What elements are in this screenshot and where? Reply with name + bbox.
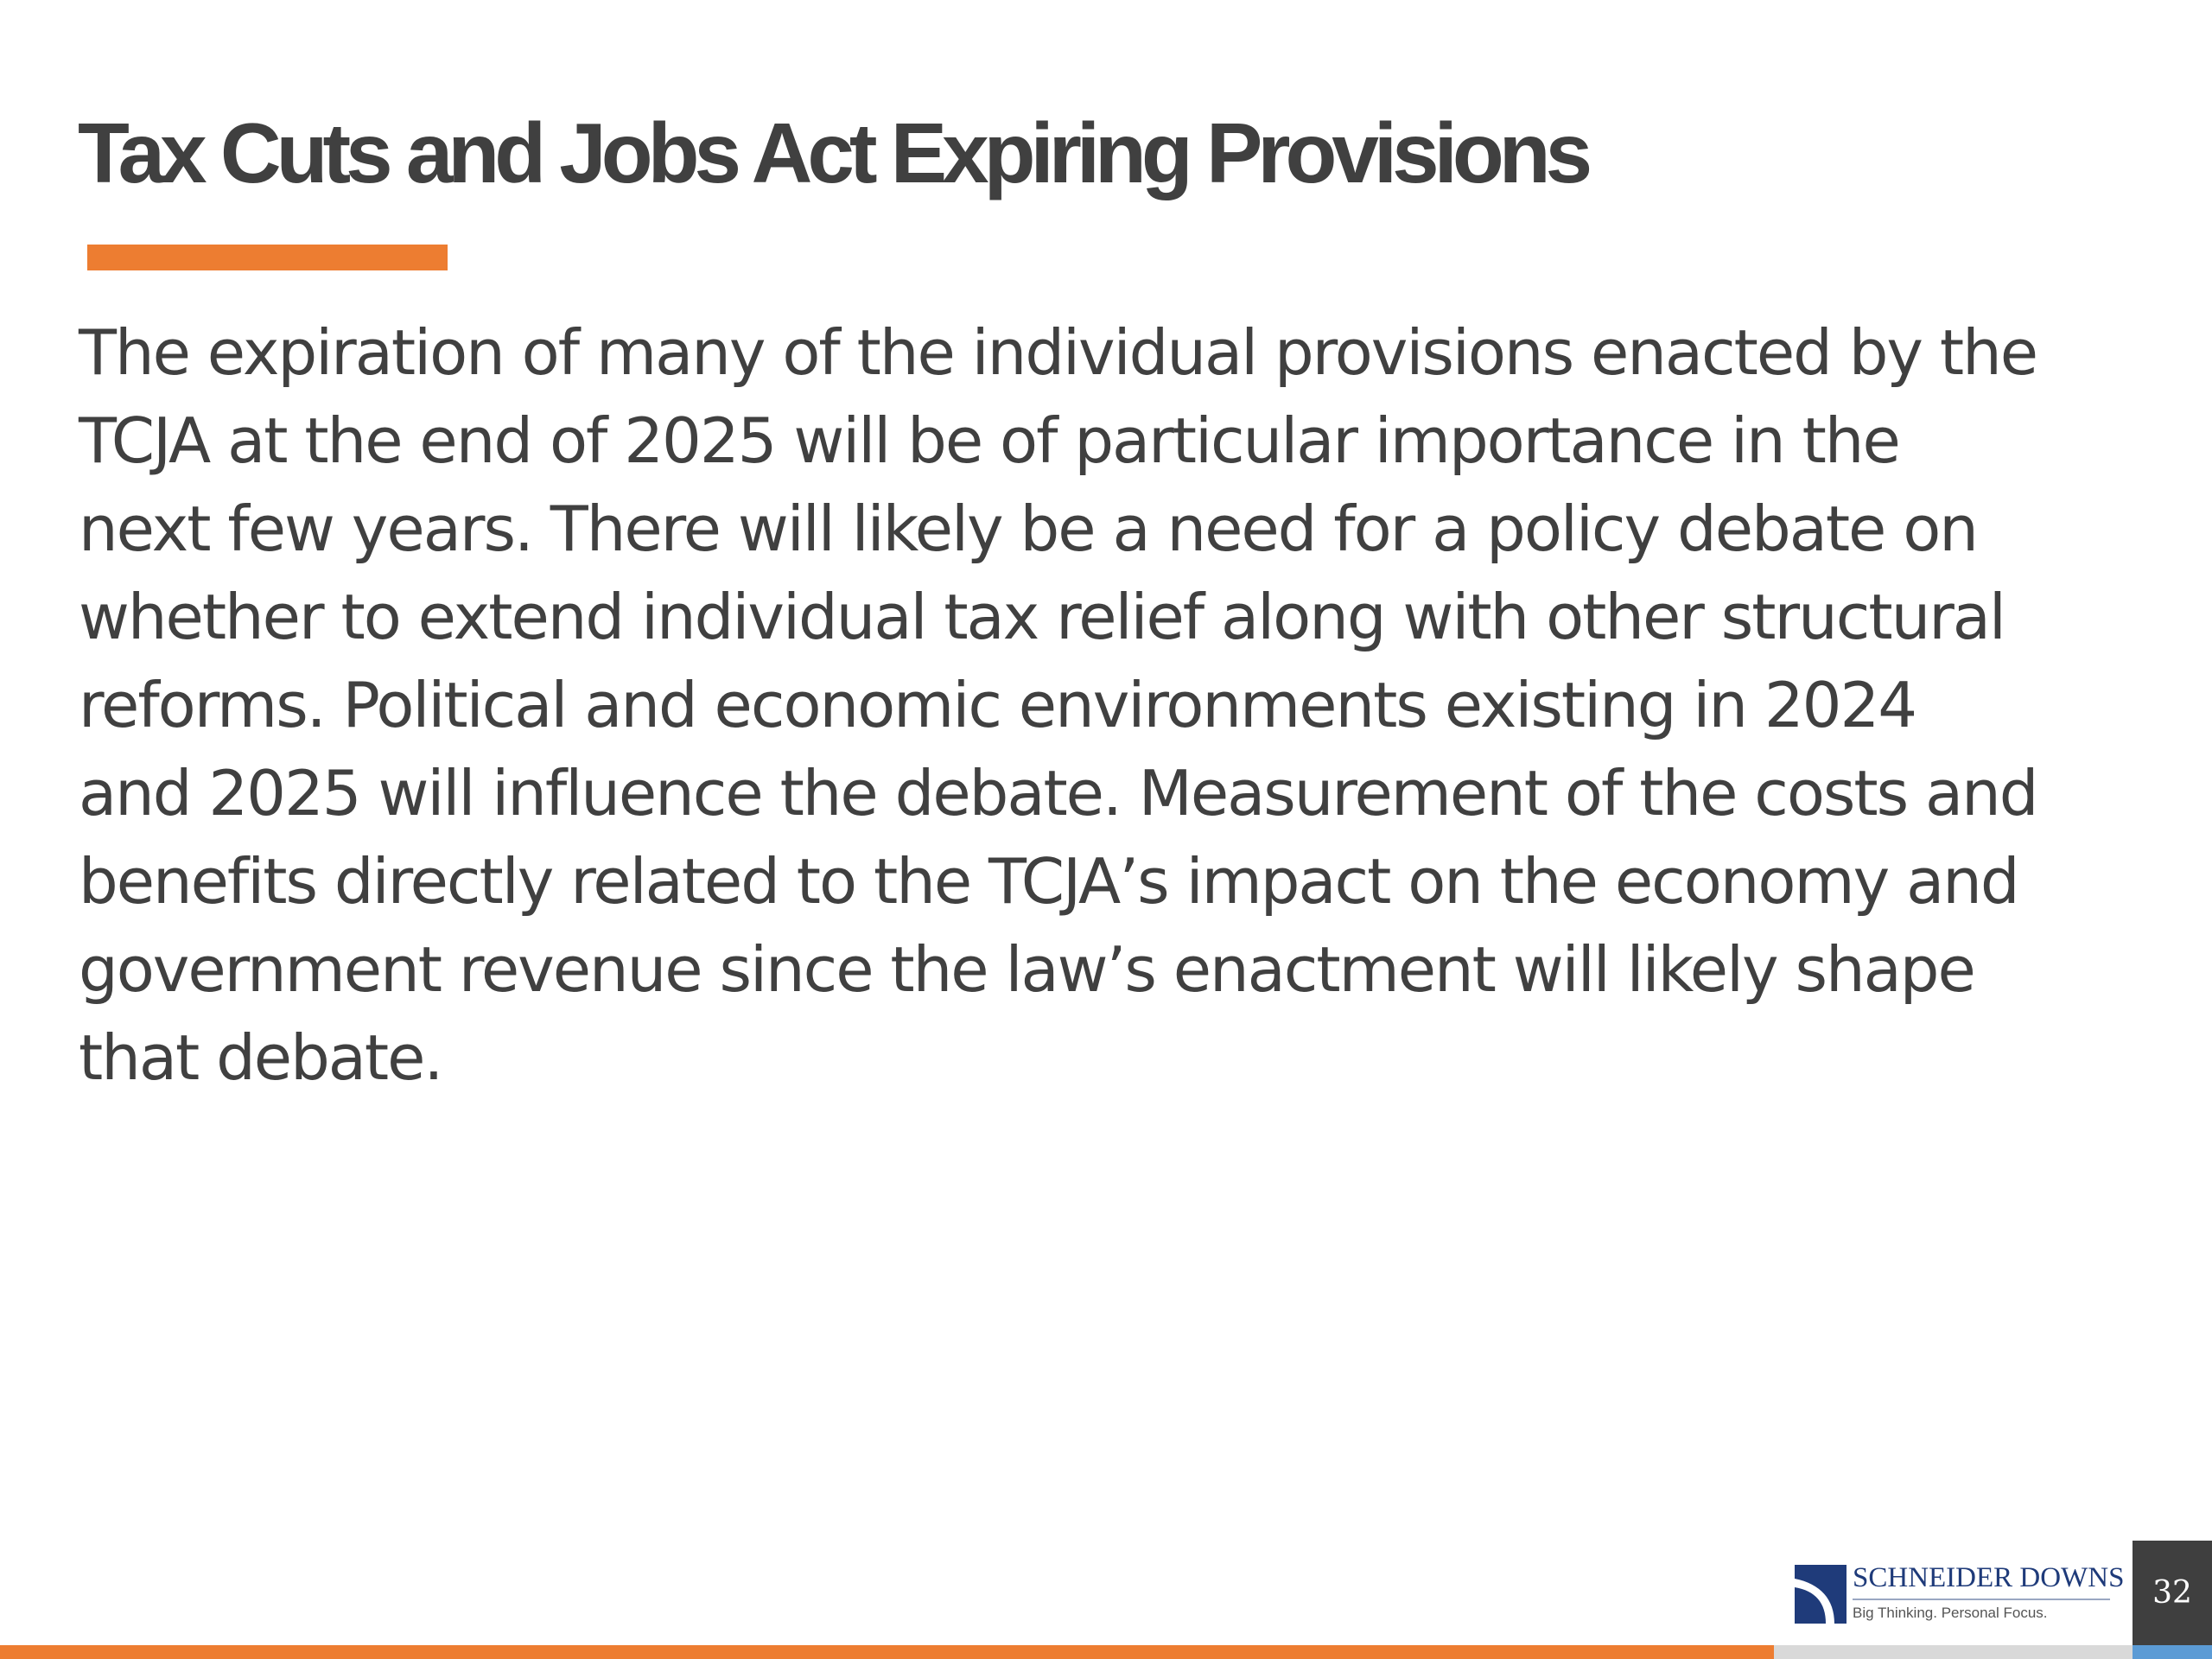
logo-tagline: Big Thinking. Personal Focus. <box>1853 1605 2048 1621</box>
body-line: whether to extend individual tax relief along with other structural <box>79 581 2005 653</box>
schneider-downs-logo-mark-icon <box>1795 1565 1847 1624</box>
schneider-downs-logo <box>1792 1560 2125 1638</box>
footer-bar-blue <box>2133 1645 2212 1659</box>
body-paragraph <box>79 308 2170 1102</box>
logo-company-name: SCHNEIDER DOWNS <box>1853 1562 2125 1593</box>
body-line: TCJA at the end of 2025 will be of particular importance in the <box>79 404 1899 477</box>
title-underline-accent <box>87 245 448 270</box>
logo-divider <box>1853 1599 2110 1600</box>
body-line: benefits directly related to the TCJA’s impact on the economy and <box>79 845 2018 918</box>
page-number-box <box>2133 1541 2212 1645</box>
footer-bar-grey <box>1774 1645 2133 1659</box>
body-line: reforms. Political and economic environments existing in 2024 <box>79 669 1916 741</box>
page-number: 32 <box>2152 1575 2192 1611</box>
body-line: that debate. <box>79 1021 442 1094</box>
slide-title: Tax Cuts and Jobs Act Expiring Provisions <box>78 105 1588 200</box>
body-line: government revenue since the law’s enactment will likely shape <box>79 933 1974 1006</box>
body-line: and 2025 will influence the debate. Measurement of the costs and <box>79 757 2037 830</box>
body-line: The expiration of many of the individual provisions enacted by the <box>79 316 2037 389</box>
body-line: next few years. There will likely be a need for a policy debate on <box>79 493 1977 565</box>
footer-bar-orange <box>0 1645 1774 1659</box>
